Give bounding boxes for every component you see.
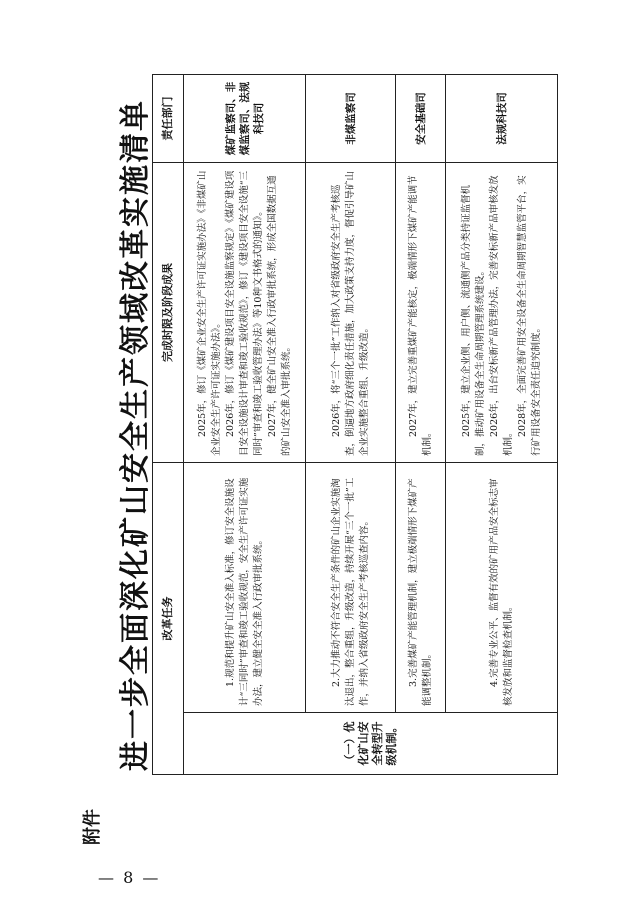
task-cell: 1.规范和提升矿山安全准入标准，修订安全设施设计“三同时”审查和竣工验收规范，安全生产许可证实施办法，建立健全安全准入行政审批系统。: [184, 463, 306, 713]
page-number: — 8 —: [98, 868, 161, 887]
milestone-line: 2025年，修订《煤矿企业安全生产许可证实施办法》《非煤矿山企业安全生产许可证实施办法》。: [196, 170, 222, 456]
page-title: 进一步全面深化矿山安全生产领域改革实施清单: [118, 99, 153, 771]
milestone-line: 2026年，出台安标新产品管理办法，完善安标新产品审核发放机制。: [488, 175, 514, 456]
header-milestones: 完成时限及阶段成果: [153, 163, 184, 463]
table-row: [446, 75, 558, 775]
milestone-cell: [396, 163, 446, 463]
milestone-line: 2026年，修订《煤矿建设项目安全设施监察规定》《煤矿建设项目安全设施设计审查和竣工验收规范》，修订《建设项目安全设施“三同时”审查和竣工验收管理办法》等10种文书格式的通知》。: [224, 170, 264, 456]
header-dept: 责任部门: [153, 75, 184, 163]
dept-cell: 安全基础司: [396, 75, 446, 163]
reform-table: [152, 74, 558, 775]
dept-cell: 煤矿监察司、非煤监察司、法规科技司: [184, 75, 306, 163]
category-cell: （一）优化矿山安全转型升级机制。: [184, 713, 558, 775]
dept-cell: 非煤监察司: [306, 75, 396, 163]
milestone-line: 2025年，建立企业侧、用户侧、流通侧产品分类持证监督机制，推动矿用设备全生命周期管理系统建设。: [460, 184, 486, 456]
milestone-line: 2027年，建立完善重煤矿产能核定，极端情形下煤矿产能调节机制。: [407, 175, 433, 456]
milestone-cell: [446, 163, 558, 463]
milestone-line: 2026年，将“三个一批”工作纳入对省级政府安全生产考核巡查，倒逼地方政府细化责任措施，加大政策支持力度，督促引导矿山企业实施整合重组、升级改造。: [330, 170, 370, 456]
task-cell: 2.大力推动不符合安全生产条件的矿山企业实施淘汰退出，整合重组，升级改造，持续开展“三个一批”工作，并纳入省级政府安全生产考核巡查内容。: [306, 463, 396, 713]
table-row: [184, 75, 306, 775]
dept-cell: 法规科技司: [446, 75, 558, 163]
task-cell: 3.完善煤矿产能管理机制，建立极端情形下煤矿产能调整机制。: [396, 463, 446, 713]
header-task: 改革任务: [153, 463, 184, 775]
milestone-cell: [306, 163, 396, 463]
attachment-label: 附件: [82, 809, 103, 845]
table-row: [306, 75, 396, 775]
table-header-row: [153, 75, 184, 775]
task-cell: 4.完善专业公平、监督有效的矿用产品安全标志审核发放和监督检查机制。: [446, 463, 558, 713]
milestone-line: 2028年，全面完善矿用安全设备全生命周期智慧监管平台，实行矿用设备安全责任追究制度。: [516, 175, 542, 456]
milestone-line: 2027年，健全矿山安全准入行政审批系统，形成全国数据互通的矿山安全准入审批系统。: [266, 175, 292, 456]
table-row: [396, 75, 446, 775]
milestone-cell: [184, 163, 306, 463]
